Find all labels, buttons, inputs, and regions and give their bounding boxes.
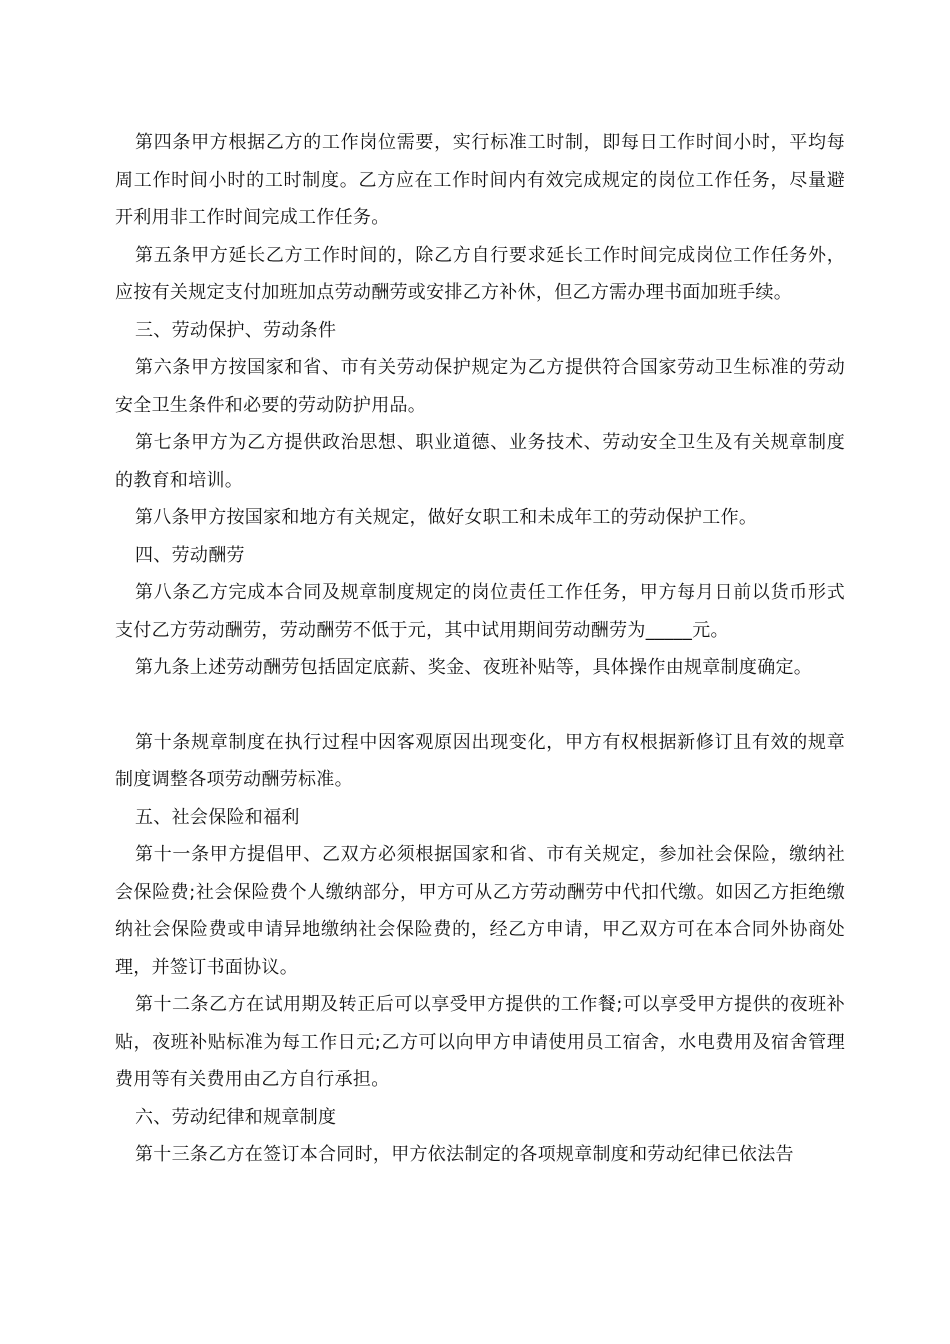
document-body — [115, 124, 845, 1174]
article-7-paragraph: 第七条甲方为乙方提供政治思想、职业道德、业务技术、劳动安全卫生及有关规章制度的教育和培训。 — [115, 432, 845, 491]
article-11-paragraph: 第十一条甲方提倡甲、乙双方必须根据国家和省、市有关规定，参加社会保险，缴纳社会保险费;社会保险费个人缴纳部分，甲方可从乙方劳动酬劳中代扣代缴。如因乙方拒绝缴纳社会保险费或申请异地缴纳社会保险费的，经乙方申请，甲乙双方可在本合同外协商处理，并签订书面协议。 — [115, 844, 845, 978]
article-6-paragraph: 第六条甲方按国家和省、市有关劳动保护规定为乙方提供符合国家劳动卫生标准的劳动安全卫生条件和必要的劳动防护用品。 — [115, 357, 845, 416]
article-4-paragraph: 第四条甲方根据乙方的工作岗位需要，实行标准工时制，即每日工作时间小时，平均每周工作时间小时的工时制度。乙方应在工作时间内有效完成规定的岗位工作任务，尽量避开利用非工作时间完成工作任务。 — [115, 132, 845, 228]
article-12-paragraph: 第十二条乙方在试用期及转正后可以享受甲方提供的工作餐;可以享受甲方提供的夜班补贴，夜班补贴标准为每工作日元;乙方可以向甲方申请使用员工宿舍，水电费用及宿舍管理费用等有关费用由乙方自行承担。 — [115, 994, 845, 1090]
article-8-protection-paragraph: 第八条甲方按国家和地方有关规定，做好女职工和未成年工的劳动保护工作。 — [135, 507, 758, 528]
section-5-heading: 五、社会保险和福利 — [135, 806, 300, 828]
section-3-heading: 三、劳动保护、劳动条件 — [135, 319, 337, 341]
blank-line — [115, 687, 845, 724]
article-13-paragraph: 第十三条乙方在签订本合同时，甲方依法制定的各项规章制度和劳动纪律已依法告 — [135, 1144, 794, 1165]
section-6-heading: 六、劳动纪律和规章制度 — [135, 1106, 337, 1128]
article-10-paragraph: 第十条规章制度在执行过程中因客观原因出现变化，甲方有权根据新修订且有效的规章制度调整各项劳动酬劳标准。 — [115, 731, 845, 790]
article-9-paragraph: 第九条上述劳动酬劳包括固定底薪、奖金、夜班补贴等，具体操作由规章制度确定。 — [135, 657, 813, 678]
section-4-heading: 四、劳动酬劳 — [135, 544, 245, 566]
article-5-paragraph: 第五条甲方延长乙方工作时间的，除乙方自行要求延长工作时间完成岗位工作任务外，应按有关规定支付加班加点劳动酬劳或安排乙方补休，但乙方需办理书面加班手续。 — [115, 244, 845, 303]
article-8-pay-paragraph: 第八条乙方完成本合同及规章制度规定的岗位责任工作任务，甲方每月日前以货币形式支付乙方劳动酬劳，劳动酬劳不低于元，其中试用期间劳动酬劳为_____元。 — [115, 582, 845, 641]
